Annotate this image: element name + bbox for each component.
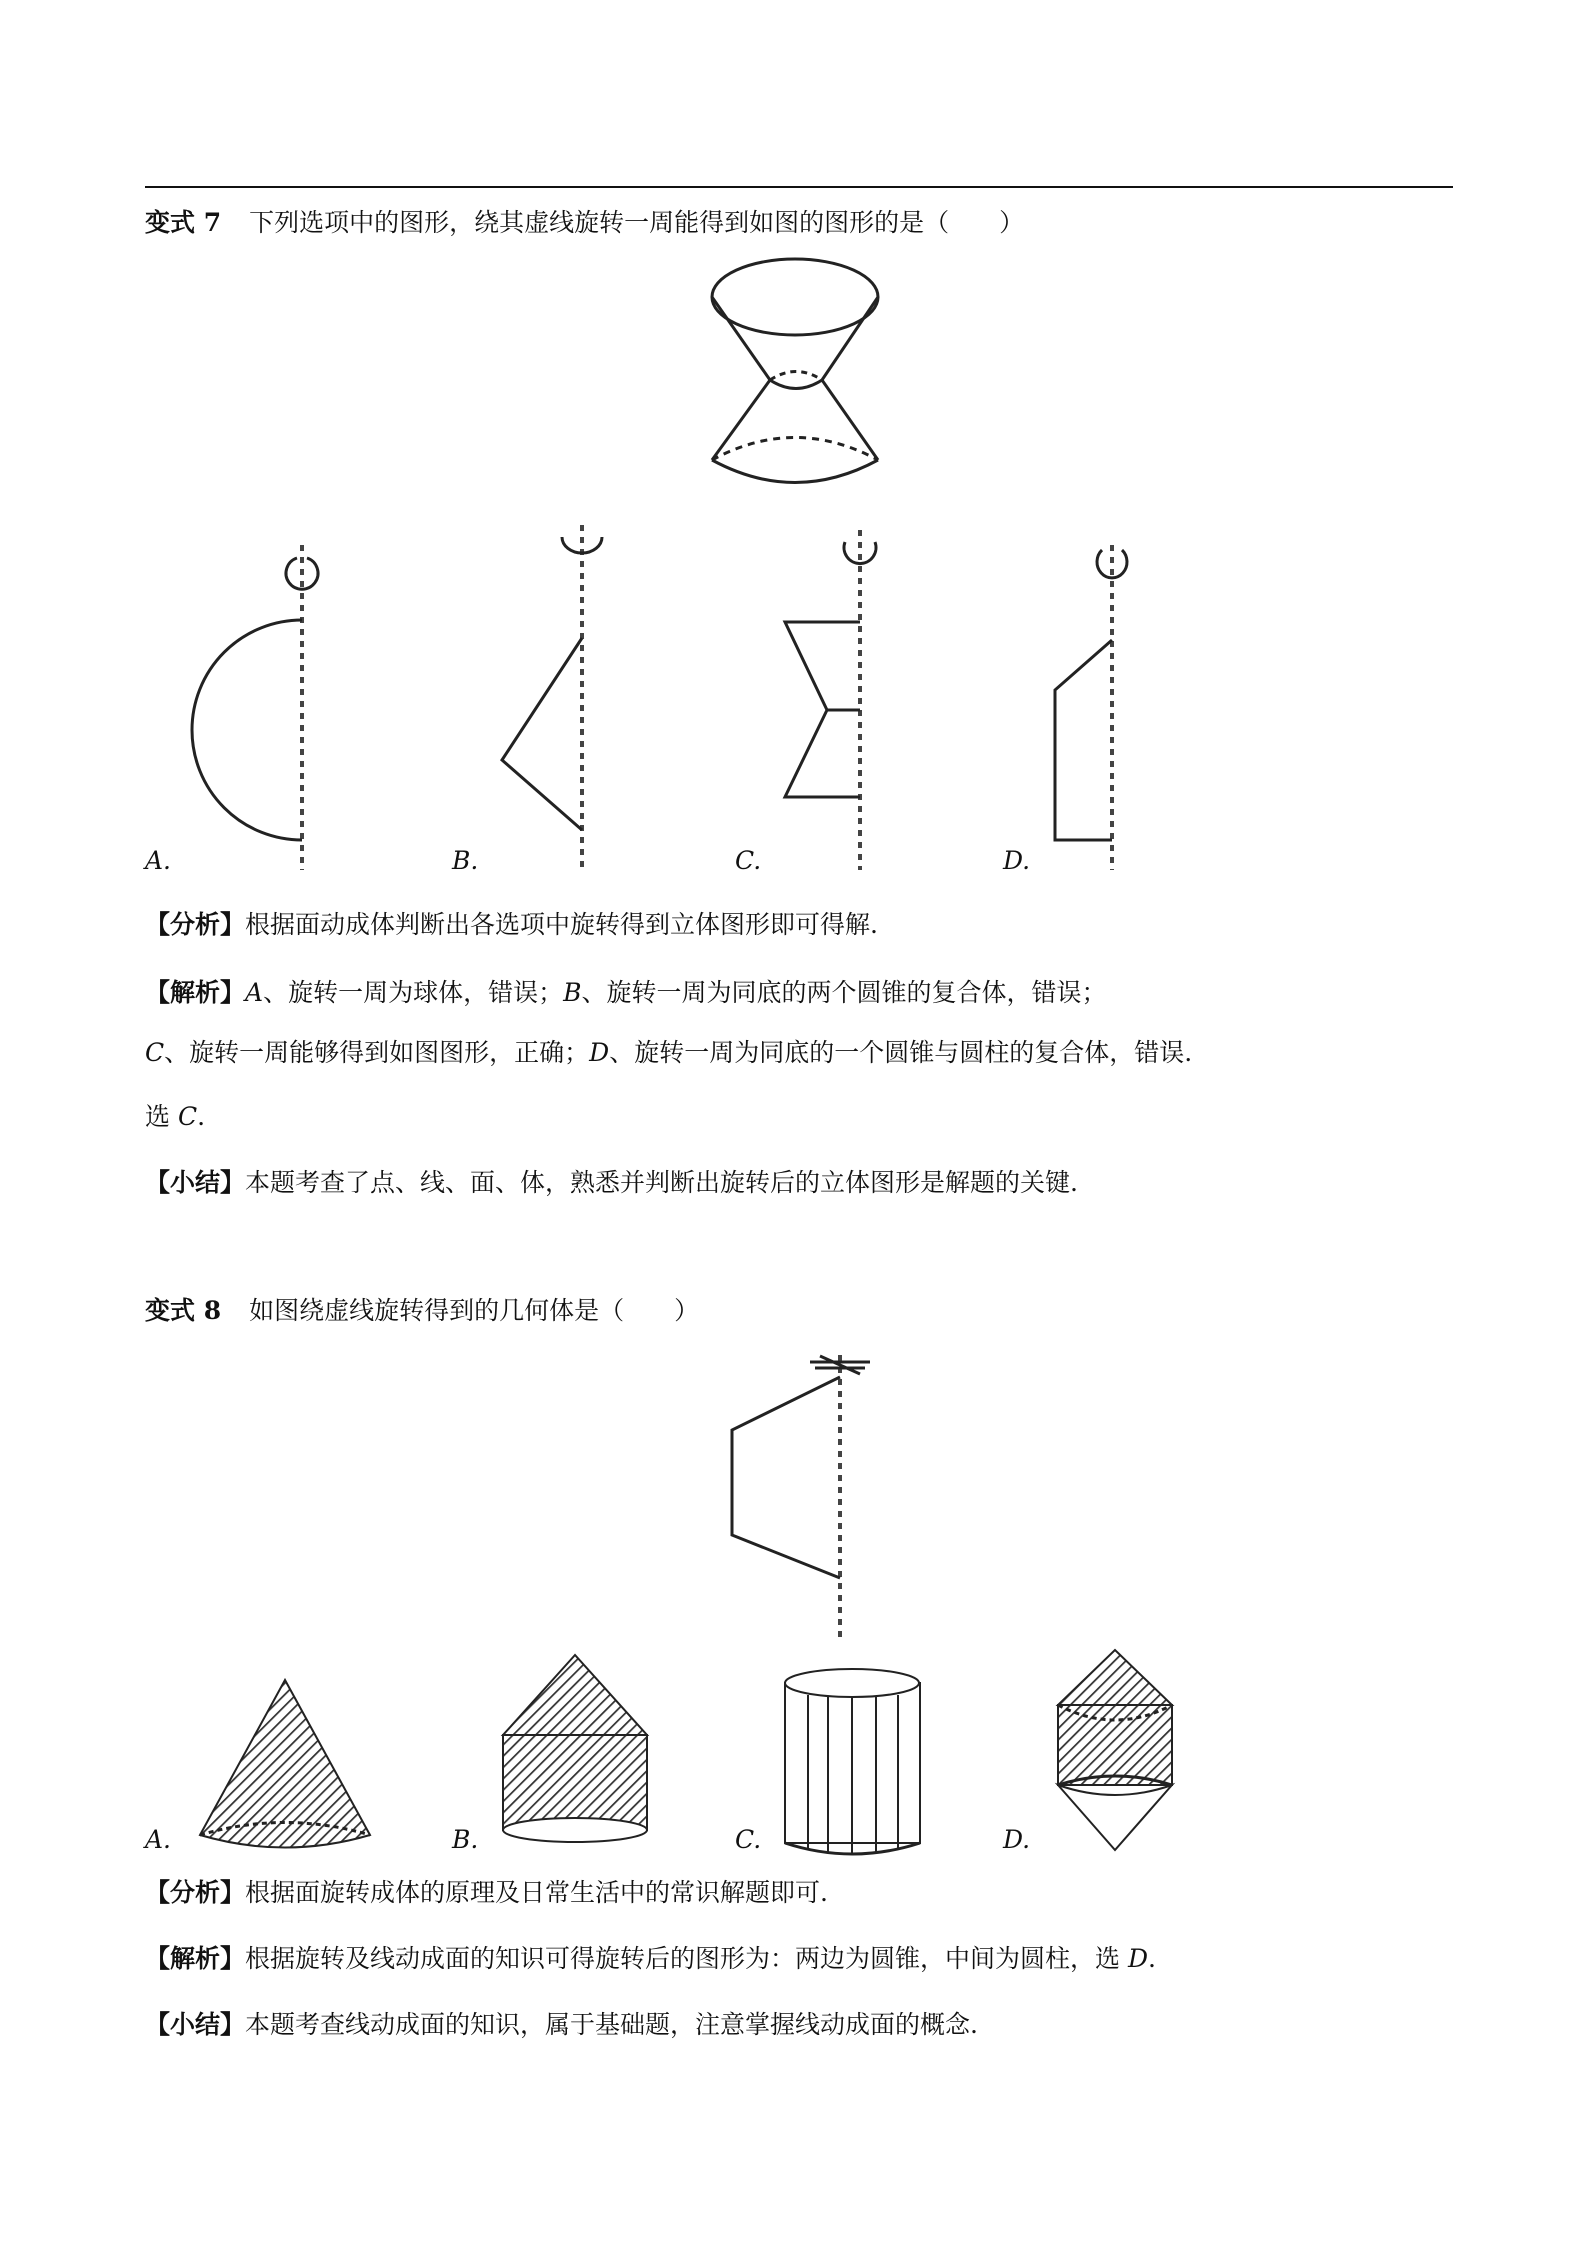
q8-summary-label: 【小结】 [145, 2010, 246, 2039]
q7-sol-d-letter: D [589, 1038, 610, 1067]
q7-choose-prefix: 选 [145, 1102, 178, 1131]
q7-choose-suffix: . [197, 1102, 206, 1131]
q8-answer-suffix: . [1148, 1944, 1156, 1973]
q7-solution-line1 [145, 976, 1106, 1010]
q7-sol-b-text: 、旋转一周为同底的两个圆锥的复合体，错误； [581, 978, 1107, 1007]
q8-rotation-figure [720, 1350, 890, 1640]
q7-summary-label: 【小结】 [145, 1168, 246, 1197]
q7-label: 变式 7 [145, 208, 222, 237]
q7-summary [145, 1166, 1078, 1200]
q8-stem-line [145, 1294, 699, 1328]
q8-stem: 如图绕虚线旋转得到的几何体是（ ） [249, 1296, 700, 1325]
q8-label: 变式 8 [145, 1296, 222, 1325]
q7-analysis-label: 【分析】 [145, 910, 246, 939]
q8-analysis [145, 1876, 828, 1910]
q8-summary-text: 本题考查线动成面的知识，属于基础题，注意掌握线动成面的概念. [245, 2010, 978, 2039]
q7-sol-c-letter: C [145, 1038, 165, 1067]
q7-sol-a-text: 、旋转一周为球体，错误； [263, 978, 564, 1007]
q7-choose-answer: C [177, 1102, 198, 1131]
q7-sol-b-letter: B [563, 978, 582, 1007]
q7-solution-label: 【解析】 [145, 978, 246, 1007]
q7-option-b-figure [490, 520, 630, 870]
q8-solution-text: 根据旋转及线动成面的知识可得旋转后的图形为：两边为圆锥，中间为圆柱，选 [245, 1944, 1128, 1973]
q8-option-d-figure [1050, 1645, 1180, 1860]
q8-summary [145, 2008, 978, 2042]
q8-option-a[interactable]: A. [145, 1825, 172, 1854]
q7-option-d-figure [1040, 540, 1170, 870]
q8-solution-label: 【解析】 [145, 1944, 246, 1973]
q8-answer: D [1127, 1944, 1149, 1973]
top-rule [145, 186, 1453, 188]
q7-option-b[interactable]: B. [452, 846, 479, 875]
q7-stem-line [145, 206, 1024, 240]
q7-option-c-figure [775, 525, 905, 870]
q7-option-d[interactable]: D. [1003, 846, 1031, 875]
q8-option-b[interactable]: B. [452, 1825, 479, 1854]
q8-analysis-label: 【分析】 [145, 1878, 246, 1907]
q8-option-d[interactable]: D. [1003, 1825, 1031, 1854]
q7-solution-line2 [145, 1036, 1192, 1070]
q7-choose [145, 1100, 205, 1134]
q7-analysis [145, 908, 878, 942]
q7-option-a-figure [185, 540, 345, 870]
q7-option-c[interactable]: C. [735, 846, 762, 875]
q7-sol-a-letter: A [245, 978, 264, 1007]
q7-summary-text: 本题考查了点、线、面、体，熟悉并判断出旋转后的立体图形是解题的关键. [245, 1168, 1078, 1197]
q8-analysis-text: 根据面旋转成体的原理及日常生活中的常识解题即可. [245, 1878, 828, 1907]
q7-option-a[interactable]: A. [145, 846, 172, 875]
q7-sol-c-text: 、旋转一周能够得到如图图形，正确； [164, 1038, 590, 1067]
q7-stem: 下列选项中的图形，绕其虚线旋转一周能得到如图的图形的是（ ） [249, 208, 1025, 237]
q8-option-a-figure [190, 1675, 390, 1855]
q7-sol-d-text: 、旋转一周为同底的一个圆锥与圆柱的复合体，错误. [609, 1038, 1193, 1067]
q7-analysis-text: 根据面动成体判断出各选项中旋转得到立体图形即可得解. [245, 910, 878, 939]
q7-hourglass-figure [700, 255, 890, 505]
q8-option-c[interactable]: C. [735, 1825, 762, 1854]
q8-option-b-figure [495, 1650, 655, 1860]
q8-option-c-figure [780, 1665, 925, 1860]
q8-solution [145, 1942, 1156, 1976]
